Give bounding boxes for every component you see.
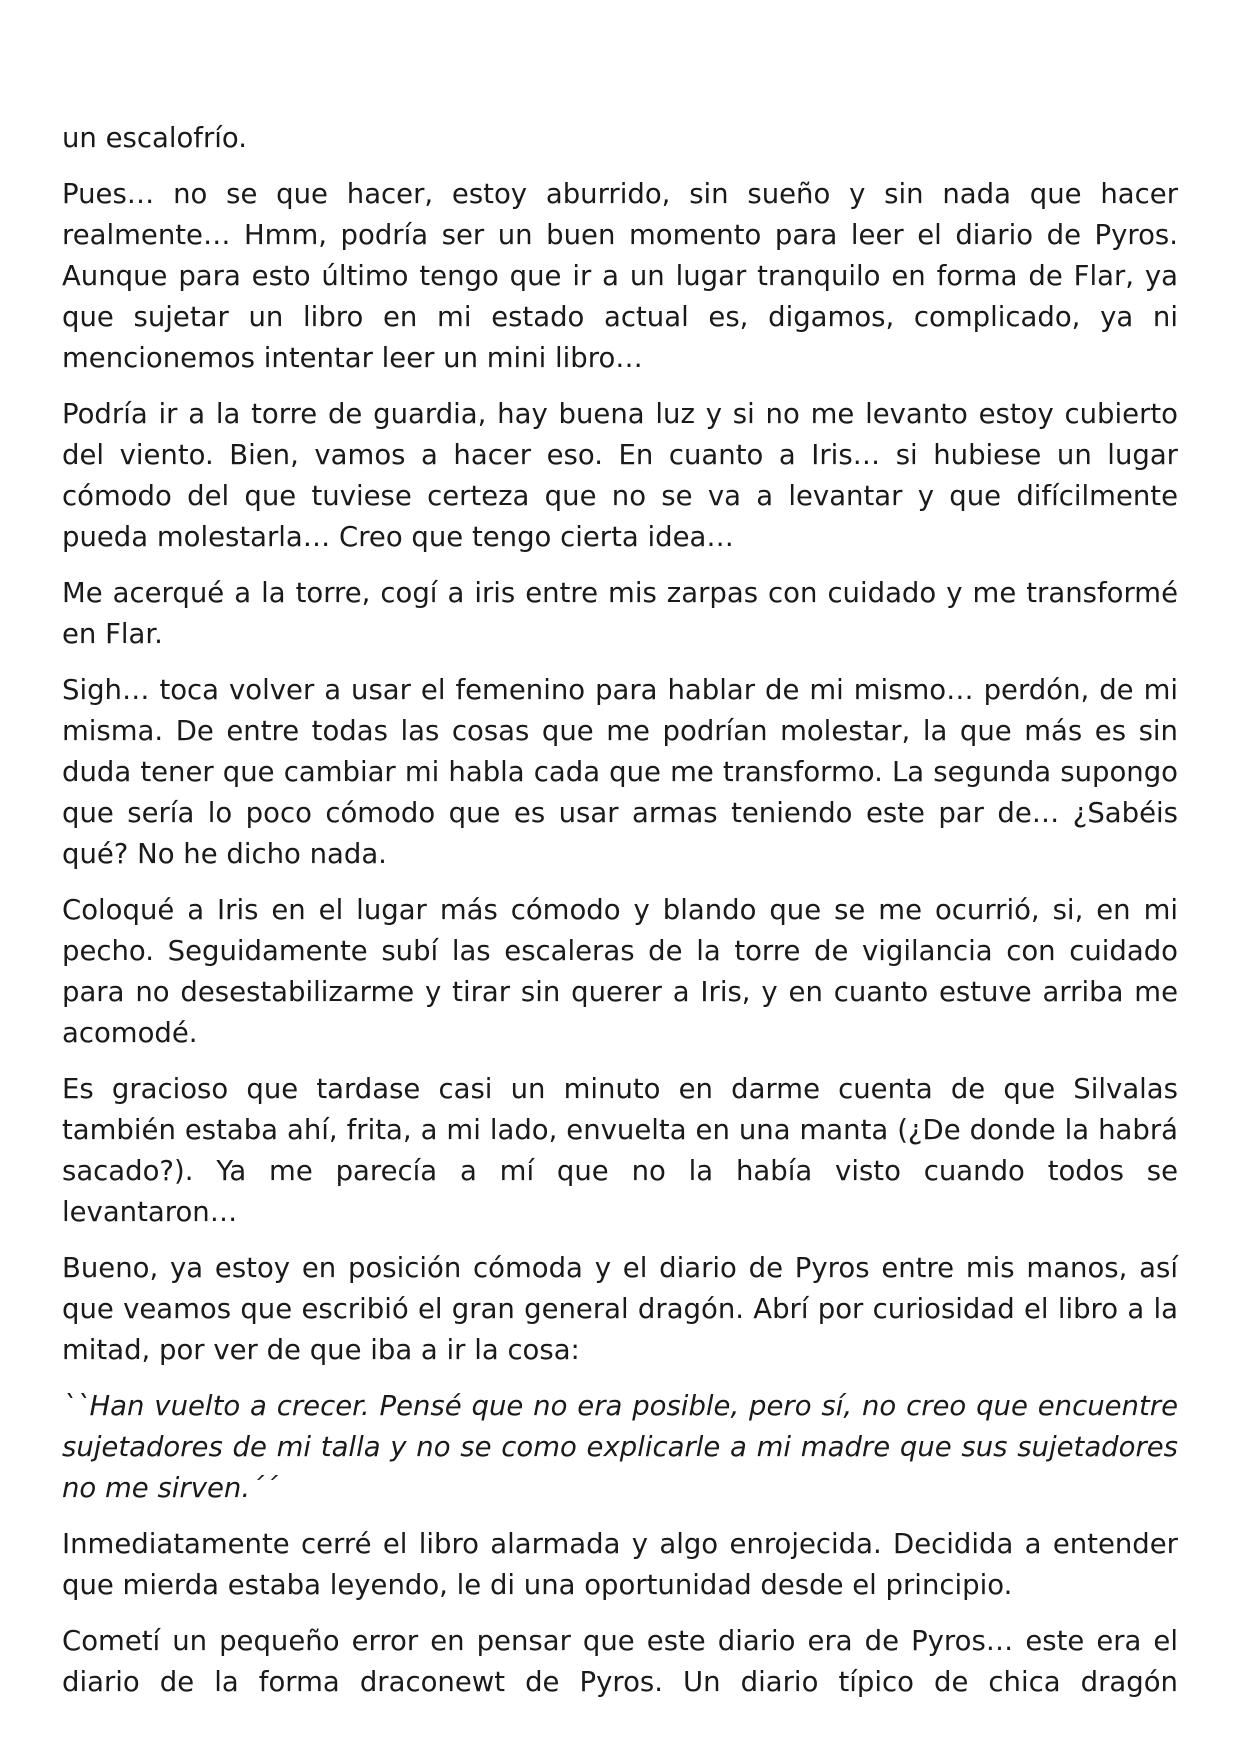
paragraph-3: Podría ir a la torre de guardia, hay buena luz y si no me levanto estoy cubierto del viento. Bien, vamos a hacer eso. En cuanto a Iris… si hubiese un lugar cómodo del que tuviese certeza que no se va a levantar y que difícilmente pueda molestarla… Creo que tengo cierta idea… <box>62 398 1178 553</box>
paragraph-1: un escalofrío. <box>62 122 247 154</box>
body-text <box>62 118 1178 1703</box>
paragraph-8: Bueno, ya estoy en posición cómoda y el diario de Pyros entre mis manos, así que veamos que escribió el gran general dragón. Abrí por curiosidad el libro a la mitad, por ver de que iba a ir la cosa: <box>62 1252 1178 1366</box>
paragraph-6: Coloqué a Iris en el lugar más cómodo y blando que se me ocurrió, si, en mi pecho. Seguidamente subí las escaleras de la torre de vigilancia con cuidado para no desestabilizarme y tirar sin querer a Iris, y en cuanto estuve arriba me acomodé. <box>62 894 1178 1049</box>
paragraph-11: Cometí un pequeño error en pensar que este diario era de Pyros… este era el diario de la forma draconewt de Pyros. Un diario típico de chica dragón <box>62 1625 1178 1698</box>
diary-quote: ``Han vuelto a crecer. Pensé que no era posible, pero sí, no creo que encuentre sujetadores de mi talla y no se como explicarle a mi madre que sus sujetadores no me sirven.´´ <box>62 1390 1178 1504</box>
paragraph-7: Es gracioso que tardase casi un minuto en darme cuenta de que Silvalas también estaba ahí, frita, a mi lado, envuelta en una manta (¿De donde la habrá sacado?). Ya me parecía a mí que no la había visto cuando todos se levantaron… <box>62 1073 1178 1228</box>
paragraph-2: Pues… no se que hacer, estoy aburrido, sin sueño y sin nada que hacer realmente… Hmm, podría ser un buen momento para leer el diario de Pyros. Aunque para esto último tengo que ir a un lugar tranquilo en forma de Flar, ya que sujetar un libro en mi estado actual es, digamos, complicado, ya ni mencionemos intentar leer un mini libro… <box>62 178 1178 374</box>
paragraph-5: Sigh… toca volver a usar el femenino para hablar de mi mismo… perdón, de mi misma. De entre todas las cosas que me podrían molestar, la que más es sin duda tener que cambiar mi habla cada que me transformo. La segunda supongo que sería lo poco cómodo que es usar armas teniendo este par de… ¿Sabéis qué? No he dicho nada. <box>62 674 1178 870</box>
paragraph-4: Me acerqué a la torre, cogí a iris entre mis zarpas con cuidado y me transformé en Flar. <box>62 577 1178 650</box>
paragraph-10: Inmediatamente cerré el libro alarmada y algo enrojecida. Decidida a entender que mierda estaba leyendo, le di una oportunidad desde el principio. <box>62 1528 1178 1601</box>
